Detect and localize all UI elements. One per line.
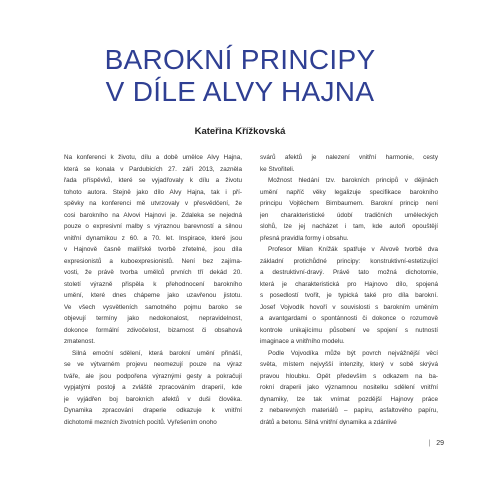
text-line: z nebarevných materiálů – papíru, asfaltového papíru,: [260, 407, 438, 414]
text-line: století výrazně přispěla k přehodnocení barokního: [64, 280, 242, 288]
text-line: jen charakteristické údobí tradičních uměleckých: [260, 211, 438, 219]
text-line: vnitřní dynamikou z 60. a 70. let. Inspirace, které jsou: [64, 234, 242, 242]
text-line: principu Vojtěchem Birnbaumem. Barokní princip není: [260, 200, 438, 207]
text-line: vypjatými postoji a zvláště zpracováním draperií, kde: [64, 384, 242, 391]
text-line: zmatenost.: [64, 338, 96, 345]
text-line: Ve všech vysvětleních samotného pojmu baroko se: [64, 303, 242, 311]
text-line: přesná pravidla formy i obsahu.: [260, 234, 349, 242]
text-line: pravou hloubku. Opět především s odkazem na ba-: [260, 372, 438, 380]
page-number: 29: [436, 440, 444, 447]
text-line: umění, které dnes chápeme jako uzavřenou jistotu.: [64, 292, 242, 299]
title-line-1: BAROKNÍ PRINCIPY: [104, 44, 376, 75]
text-line: Profesor Milan Knížák spatřuje v Alvově tvorbě dva: [268, 246, 438, 253]
text-line: objevují termíny jako nedokonalost, nepravidelnost,: [64, 315, 242, 322]
text-line: Na konferenci k životu, dílu a době umělce Alvy Hajna,: [64, 154, 242, 161]
text-line: expresionistů a kuboexpresionistů. Není bez zajíma-: [64, 257, 242, 265]
text-line: Dynamika zpracování draperie odkazuje k vnitřní: [64, 407, 242, 414]
text-line: dokonce formální zdivočelost, bizarnost či obsahová: [64, 326, 242, 334]
text-line: drátů a betonu. Silná vnitřní dynamika a zdánlivé: [260, 418, 397, 426]
text-line: cosi barokního na Alvovi Hajnovi je. Zdaleka se nejedná: [64, 211, 242, 219]
text-line: a avantgardami o spontánnosti či dokonce o rozumově: [260, 315, 438, 322]
text-line: Josef Vojvodík hovoří v souvislosti s barokním uměním: [260, 303, 438, 311]
text-line: tváře, ale jsou podpořena výraznými gesty a pokračují: [64, 372, 242, 380]
text-line: pouze o expresivní malby s výraznou barevností a silnou: [64, 223, 242, 230]
text-line: která je charakteristická pro Hajnovo dílo, spojená: [260, 280, 438, 288]
page-number-area: [428, 440, 444, 447]
text-line: spěvky na konferenci mě utvrzovaly v přesvědčení, že: [64, 200, 242, 207]
text-line: svárů afektů je nalezení vnitřní harmonie, cesty: [260, 154, 438, 161]
text-line: imaginace a vnitřního modelu.: [260, 338, 345, 345]
page-separator: |: [428, 440, 431, 447]
text-line: je vyjádřen boj barokních afektů v duši člověka.: [64, 395, 242, 403]
text-line: vosti, že právě tvorba umělců prvních tří dekád 20.: [64, 269, 242, 276]
text-line: dynamiky, lze tak vnímat pozdější Hajnovy práce: [260, 395, 438, 403]
text-line: a destruktivní-dravý. Právě tato možná dichotomie,: [260, 269, 438, 276]
title-line-2: V DÍLE ALVY HAJNA: [105, 76, 375, 107]
text-line: tohoto autora. Stejně jako dílo Alvy Hajna, tak i pří-: [64, 188, 242, 196]
text-line: která se konala v Pardubicích 27. září 2013, zazněla: [64, 165, 242, 173]
text-line: v Hajnově časně malířské tvorbě zřetelné, jsou díla: [64, 246, 242, 253]
right-text-column: [260, 152, 438, 428]
text-line: se ve výtvarném projevu neomezují pouze na výraz: [64, 361, 242, 368]
text-line: Silná emoční sdělení, která barokní umění přináší,: [72, 349, 242, 357]
text-line: Možnost hledání tzv. barokních principů v dějinách: [268, 177, 438, 184]
text-line: světa, místem nejvyšší intenzity, který v sobě skrývá: [260, 361, 438, 368]
text-line: kontrole unikajícímu působení ve spojení s nutností: [260, 326, 438, 334]
text-line: základní protichůdné principy: konstruktivní-estetizující: [260, 257, 438, 265]
article-title: [0, 44, 480, 108]
text-line: ke Stvořiteli.: [260, 165, 295, 173]
author-name: Kateřina Křížkovská: [194, 126, 286, 137]
text-line: Podle Vojvodíka může být povrch nejvážnější věcí: [268, 349, 438, 357]
text-line: řada příspěvků, které se vyjadřovaly k dílu a životu: [64, 177, 242, 184]
text-line: slohů, lze jej nacházet i tam, kde autoři opouštějí: [260, 223, 438, 230]
text-line: rokní draperii jako významnou nositelku sdělení vnitřní: [260, 384, 438, 391]
text-line: umění napříč věky legalizuje specifikace barokního: [260, 188, 438, 196]
left-text-column: [64, 152, 242, 428]
text-line: dichotomii mezních životních pocitů. Vyřešením onoho: [64, 418, 217, 426]
text-line: s posedlostí tvořit, je typická také pro díla barokní.: [260, 292, 438, 299]
